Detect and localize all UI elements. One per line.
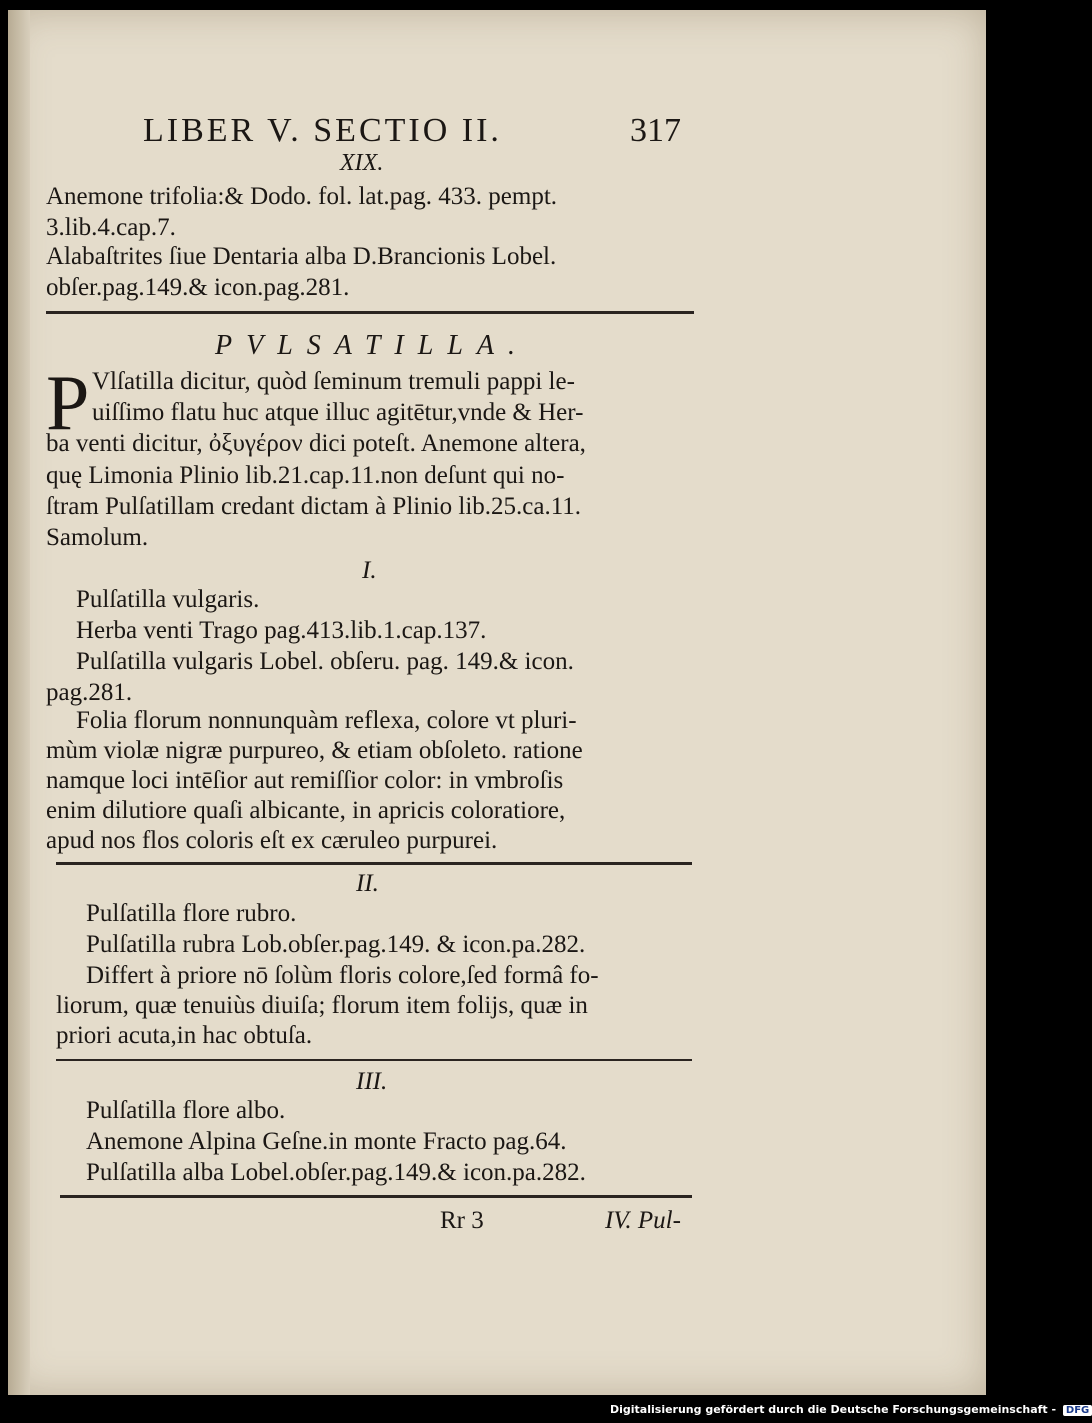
section-i-line: mùm violæ nigræ purpureo, & etiam obſoleto. ratione	[46, 737, 583, 764]
section-i-heading: I.	[362, 557, 377, 584]
page-number: 317	[630, 112, 681, 149]
section-ii-line: Pulſatilla rubra Lob.obſer.pag.149. & icon.pa.282.	[86, 931, 586, 958]
section-xix-line: Anemone trifolia:& Dodo. fol. lat.pag. 433. pempt.	[46, 183, 558, 210]
section-divider	[56, 862, 692, 865]
digitization-credit	[610, 1403, 1090, 1421]
section-i-line: pag.281.	[46, 679, 133, 706]
intro-line: Samolum.	[46, 524, 149, 551]
intro-line: quę Limonia Plinio lib.21.cap.11.non deſunt qui no-	[46, 462, 565, 489]
intro-line: uiſſimo flatu huc atque illuc agitētur,vnde & Her-	[92, 399, 584, 426]
digitization-text: Digitalisierung gefördert durch die Deutsche Forschungsgemeinschaft -	[610, 1403, 1057, 1416]
section-i-line: Pulſatilla vulgaris.	[76, 586, 260, 613]
section-ii-heading: II.	[356, 870, 379, 897]
section-i-line: Pulſatilla vulgaris Lobel. obſeru. pag. 149.& icon.	[76, 648, 574, 675]
section-divider	[60, 1195, 692, 1198]
dfg-logo: DFG	[1063, 1405, 1092, 1416]
section-iii-line: Anemone Alpina Geſne.in monte Fracto pag.64.	[86, 1128, 567, 1155]
section-divider	[56, 1059, 692, 1061]
drop-cap: P	[46, 359, 90, 446]
section-i-line: apud nos flos coloris eſt ex cæruleo purpurei.	[46, 827, 498, 854]
signature-mark: Rr 3	[440, 1207, 484, 1234]
section-ii-line: liorum, quæ tenuiùs diuiſa; florum item folijs, quæ in	[56, 992, 588, 1019]
section-ii-line: Differt à priore nō ſolùm floris colore,ſed formâ fo-	[86, 962, 599, 989]
pulsatilla-title: PVLSATILLA.	[215, 330, 529, 361]
section-iii-heading: III.	[356, 1068, 388, 1095]
section-xix-line: 3.lib.4.cap.7.	[46, 214, 176, 241]
section-iii-line: Pulſatilla flore albo.	[86, 1097, 286, 1124]
section-i-line: Herba venti Trago pag.413.lib.1.cap.137.	[76, 617, 487, 644]
section-iii-line: Pulſatilla alba Lobel.obſer.pag.149.& icon.pa.282.	[86, 1159, 586, 1186]
section-ii-line: Pulſatilla flore rubro.	[86, 900, 297, 927]
section-i-line: Folia florum nonnunquàm reflexa, colore vt pluri-	[76, 707, 577, 734]
page-binding-edge	[8, 10, 30, 1395]
section-divider	[46, 311, 694, 314]
catchword: IV. Pul-	[605, 1207, 681, 1234]
intro-line: Vlſatilla dicitur, quòd ſeminum tremuli pappi le-	[92, 368, 575, 395]
section-xix-heading: XIX.	[340, 150, 384, 176]
section-i-line: enim dilutiore quaſi albicante, in apricis coloratiore,	[46, 797, 566, 824]
running-title: LIBER V. SECTIO II.	[143, 112, 502, 149]
intro-line: ſtram Pulſatillam credant dictam à Plinio lib.25.ca.11.	[46, 493, 582, 520]
intro-line: ba venti dicitur, ὀξυγέρον dici poteſt. Anemone altera,	[46, 430, 586, 457]
section-ii-line: priori acuta,in hac obtuſa.	[56, 1022, 313, 1049]
section-xix-line: obſer.pag.149.& icon.pag.281.	[46, 274, 350, 301]
section-i-line: namque loci intēſior aut remiſſior color: in vmbroſis	[46, 767, 564, 794]
section-xix-line: Alabaſtrites ſiue Dentaria alba D.Brancionis Lobel.	[46, 243, 557, 270]
